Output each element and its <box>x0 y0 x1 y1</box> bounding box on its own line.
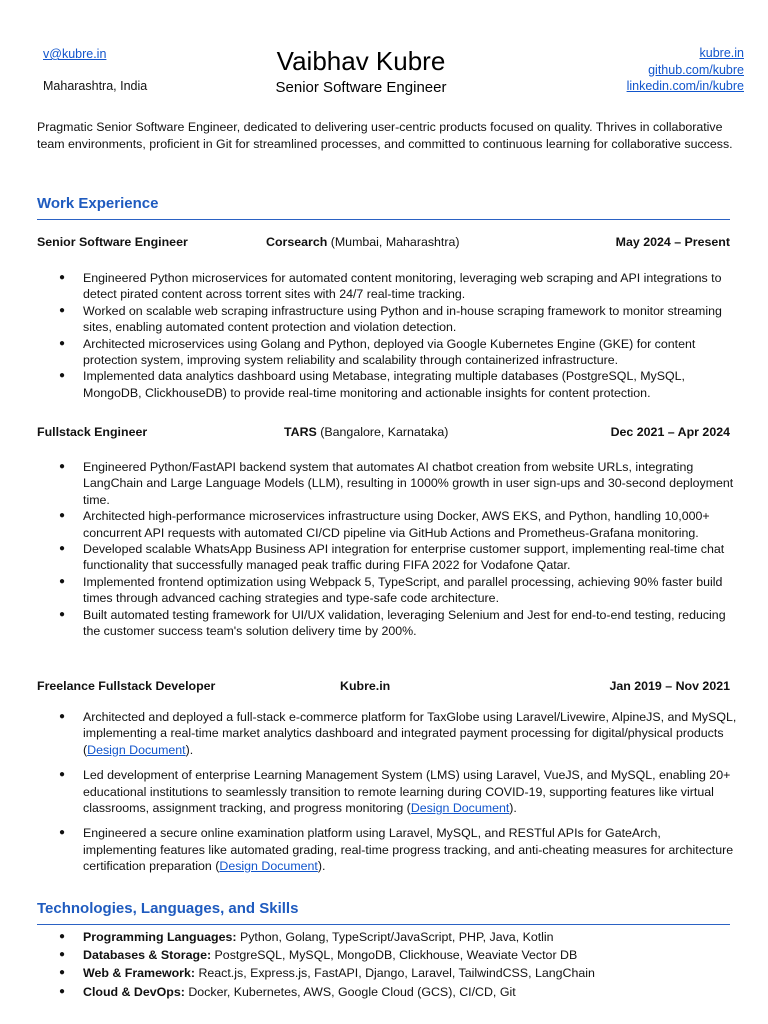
job-bullets <box>37 270 737 401</box>
list-item: ● Architected microservices using Golang and Python, deployed via Google Kubernetes Engine (GKE) for content protection system, improving system reliability and scalability through containerized infrastructure. <box>37 336 737 369</box>
list-item: ● Web & Framework: React.js, Express.js, FastAPI, Django, Laravel, TailwindCSS, LangChain <box>37 964 737 982</box>
job-dates: May 2024 – Present <box>615 235 730 249</box>
list-item: ● Led development of enterprise Learning Management System (LMS) using Laravel, VueJS, and MySQL, enabling 20+ educational institutions to seamlessly transition to remote learning during COVID-19, supporting features like virtual classrooms, assignment tracking, and progress monitoring (Design Document). <box>37 767 737 816</box>
email-link[interactable]: v@kubre.in <box>43 47 107 61</box>
job-company: Corsearch (Mumbai, Maharashtra) <box>266 235 460 249</box>
list-item: ● Worked on scalable web scraping infrastructure using Python and in-house scraping framework to monitor streaming sites, enabling automated content protection and violation detection. <box>37 303 737 336</box>
job-bullets <box>37 709 737 884</box>
list-item: ● Built automated testing framework for UI/UX validation, leveraging Selenium and Jest for end-to-end testing, reducing the customer success team's solution delivery time by 200%. <box>37 607 737 640</box>
skills-list <box>37 928 737 1001</box>
github-link[interactable]: github.com/kubre <box>648 62 744 77</box>
job-dates: Jan 2019 – Nov 2021 <box>609 679 730 693</box>
website-link[interactable]: kubre.in <box>699 46 744 60</box>
list-item: ● Engineered Python microservices for automated content monitoring, leveraging web scraping and API integrations to detect pirated content across torrent sites with 24/7 real-time tracking. <box>37 270 737 303</box>
list-item: ● Databases & Storage: PostgreSQL, MySQL, MongoDB, Clickhouse, Weaviate Vector DB <box>37 946 737 964</box>
job-company: TARS (Bangalore, Karnataka) <box>284 425 449 439</box>
list-item: ● Cloud & DevOps: Docker, Kubernetes, AWS, Google Cloud (GCS), CI/CD, Git <box>37 983 737 1001</box>
list-item: ● Engineered a secure online examination platform using Laravel, MySQL, and RESTful APIs for GateArch, implementing features like automated grading, real-time progress tracking, and anti-cheating measures for architecture certification preparation (Design Document). <box>37 825 737 874</box>
list-item: ● Architected high-performance microservices infrastructure using Docker, AWS EKS, and Python, handling 10,000+ concurrent API requests with automated CI/CD pipeline via GitHub Actions and Prometheus-Grafana monitoring. <box>37 508 737 541</box>
job-bullets <box>37 459 737 639</box>
list-item: ● Programming Languages: Python, Golang, TypeScript/JavaScript, PHP, Java, Kotlin <box>37 928 737 946</box>
summary-paragraph: Pragmatic Senior Software Engineer, dedicated to delivering user-centric products focused on quality. Thrives in collaborative team environments, proficient in Git for streamlined processes, and committed to continuous learning for collaborative success. <box>37 120 733 151</box>
design-document-link[interactable]: Design Document <box>410 801 510 816</box>
list-item: ● Implemented frontend optimization using Webpack 5, TypeScript, and parallel processing, achieving 90% faster build times through advanced caching strategies and type-safe code architecture. <box>37 574 737 607</box>
job-role: Fullstack Engineer <box>37 425 148 439</box>
work-experience-heading: Work Experience <box>37 195 159 212</box>
section-divider <box>37 924 730 925</box>
design-document-link[interactable]: Design Document <box>219 859 318 874</box>
list-item: ● Engineered Python/FastAPI backend system that automates AI chatbot creation from website URLs, integrating LangChain and Large Language Models (LLM), resulting in 1000% growth in user sign-ups and 30-second deployment time. <box>37 459 737 508</box>
skills-heading: Technologies, Languages, and Skills <box>37 900 299 917</box>
job-company: Kubre.in <box>340 679 391 693</box>
person-name: Vaibhav Kubre <box>276 46 446 76</box>
job-role: Senior Software Engineer <box>37 235 188 249</box>
job-dates: Dec 2021 – Apr 2024 <box>610 425 730 439</box>
profile-links <box>627 45 744 95</box>
list-item: ● Developed scalable WhatsApp Business API integration for enterprise customer support, implementing real-time chat functionality that successfully managed peak traffic during FIFA 2022 for Vodafone Qatar. <box>37 541 737 574</box>
list-item: ● Architected and deployed a full-stack e-commerce platform for TaxGlobe using Laravel/Livewire, AlpineJS, and MySQL, implementing a real-time market analytics dashboard and integrated payment processing for digital/physical products (Design Document). <box>37 709 737 758</box>
linkedin-link[interactable]: linkedin.com/in/kubre <box>626 79 744 93</box>
list-item: ● Implemented data analytics dashboard using Metabase, integrating multiple databases (PostgreSQL, MySQL, MongoDB, ClickhouseDB) to provide real-time monitoring and actionable insights for content protection. <box>37 368 737 401</box>
person-title: Senior Software Engineer <box>275 79 447 96</box>
section-divider <box>37 219 730 220</box>
design-document-link[interactable]: Design Document <box>87 742 186 757</box>
job-role: Freelance Fullstack Developer <box>37 679 216 693</box>
location-text: Maharashtra, India <box>43 79 148 93</box>
